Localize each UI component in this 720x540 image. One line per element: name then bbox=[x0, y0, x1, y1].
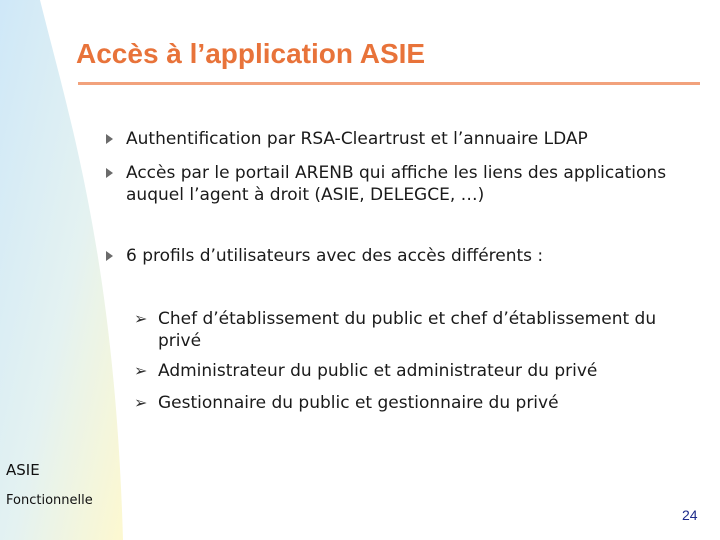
footer-line-2: Fonctionnelle bbox=[6, 493, 93, 508]
arrow-bullet-icon: ➢ bbox=[134, 393, 148, 412]
triangle-bullet-icon bbox=[106, 251, 113, 261]
bullet-3-text: 6 profils d’utilisateurs avec des accès différents : bbox=[126, 246, 544, 266]
bullet-1-text: Authentification par RSA-Cleartrust et l’annuaire LDAP bbox=[126, 129, 588, 149]
sub-bullet-1-text: Chef d’établissement du public et chef d’établissement du privé bbox=[158, 309, 657, 351]
sub-bullet-2 bbox=[134, 360, 694, 382]
arrow-bullet-icon: ➢ bbox=[134, 361, 148, 380]
bullet-1 bbox=[106, 128, 696, 150]
page-number: 24 bbox=[682, 507, 698, 523]
bullet-2-text: Accès par le portail ARENB qui affiche les liens des applications auquel l’agent à droit (ASIE, DELEGCE, …) bbox=[126, 163, 667, 205]
left-decorative-band bbox=[0, 0, 123, 540]
triangle-bullet-icon bbox=[106, 168, 113, 178]
bullet-2 bbox=[106, 162, 696, 206]
sub-bullet-2-text: Administrateur du public et administrateur du privé bbox=[158, 361, 598, 381]
slide-title: Accès à l’application ASIE bbox=[76, 38, 426, 69]
title-underline bbox=[78, 82, 700, 85]
sub-bullet-1 bbox=[134, 308, 694, 352]
sub-bullet-3 bbox=[134, 392, 694, 414]
footer-line-1: ASIE bbox=[6, 461, 40, 479]
arrow-bullet-icon: ➢ bbox=[134, 309, 148, 328]
sub-bullet-3-text: Gestionnaire du public et gestionnaire du privé bbox=[158, 393, 559, 413]
bullet-3 bbox=[106, 245, 696, 267]
triangle-bullet-icon bbox=[106, 134, 113, 144]
